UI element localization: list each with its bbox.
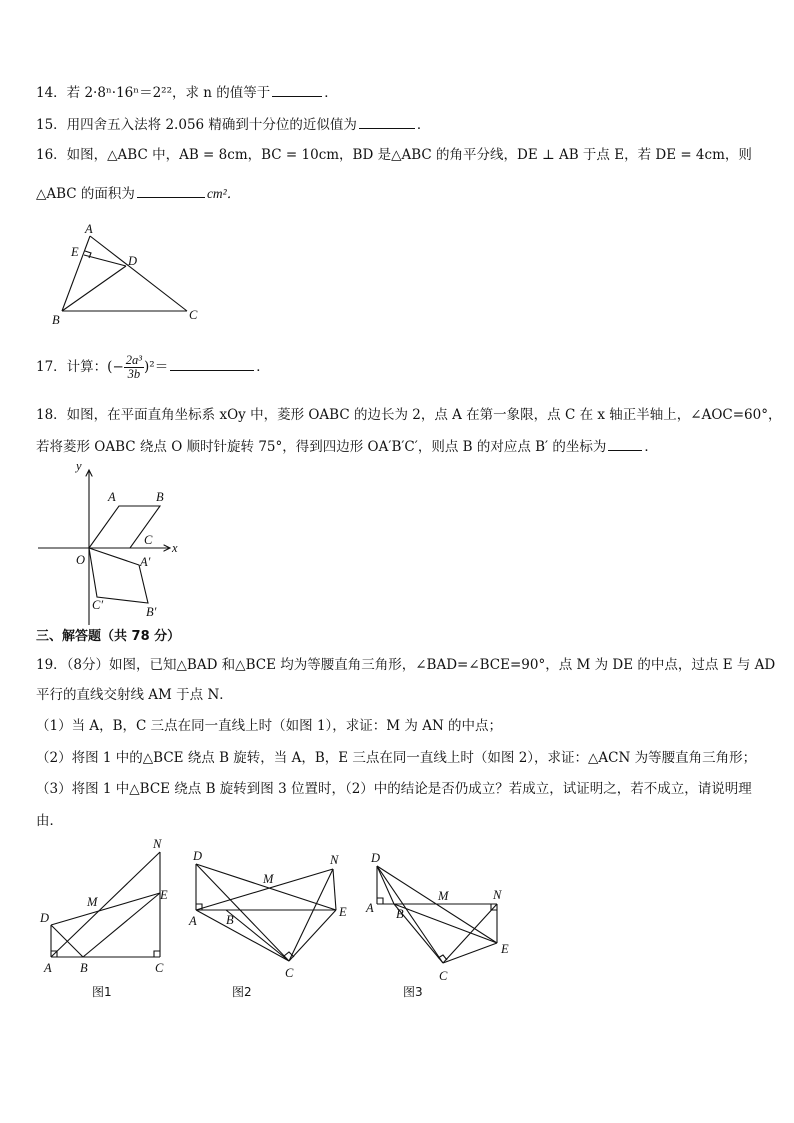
fig2-line-ec bbox=[289, 910, 336, 961]
q16-label-a: A bbox=[85, 222, 93, 236]
q18-label-a: A bbox=[108, 490, 116, 504]
fig3-line-ce bbox=[443, 943, 497, 963]
fig2-line-dc bbox=[196, 864, 289, 961]
fig2-caption: 图2 bbox=[232, 985, 252, 999]
q15-text: 15．用四舍五入法将 2.056 精确到十分位的近似值为 bbox=[36, 117, 357, 133]
q17-numerator: 2a³ bbox=[125, 353, 143, 367]
q16-label-e: E bbox=[71, 245, 79, 259]
fig1-label-b: B bbox=[80, 961, 88, 975]
fig3-line-cn bbox=[443, 904, 497, 963]
q17-prefix: 17．计算：(− bbox=[36, 359, 124, 375]
fig1-line-de bbox=[51, 893, 160, 925]
fig2-line-nc bbox=[289, 869, 333, 961]
section-heading: 三、解答题（共 78 分） bbox=[36, 629, 181, 644]
fig3-label-a: A bbox=[366, 901, 374, 915]
q18-label-b: B bbox=[156, 490, 164, 504]
q18-label-b-prime: B′ bbox=[146, 605, 157, 619]
fig3-right-angle-a bbox=[377, 898, 383, 904]
fig1-label-e: E bbox=[160, 888, 168, 902]
q17-denominator: 3b bbox=[127, 367, 141, 381]
q14-text: 14．若 2·8ⁿ·16ⁿ＝2²²，求 n 的值等于 bbox=[36, 85, 271, 101]
fig2-label-a: A bbox=[189, 914, 197, 928]
q19-part3: （3）将图 1 中△BCE 绕点 B 旋转到图 3 位置时，（2）中的结论是否仍成立？若成立，试证明之，若不成立，请说明理 bbox=[36, 781, 752, 797]
q16-unit: cm²． bbox=[206, 186, 241, 201]
q19-line1: 19．（8分）如图，已知△BAD 和△BCE 均为等腰直角三角形，∠BAD=∠BCE=90°，点 M 为 DE 的中点，过点 E 与 AD bbox=[36, 657, 776, 673]
fig3-label-m: M bbox=[438, 889, 449, 903]
q19-part1: （1）当 A，B，C 三点在同一直线上时（如图 1），求证：M 为 AN 的中点； bbox=[36, 718, 503, 734]
fig2-label-d: D bbox=[193, 849, 203, 863]
q18-label-a-prime: A′ bbox=[140, 555, 151, 569]
fig3-label-b: B bbox=[396, 907, 404, 921]
fig1-label-c: C bbox=[155, 961, 164, 975]
fig2-line-de bbox=[196, 864, 336, 910]
fig1-caption: 图1 bbox=[92, 985, 112, 999]
q15-end: ． bbox=[416, 117, 431, 133]
fig2-label-c: C bbox=[285, 966, 294, 980]
q19-line2: 平行的直线交射线 AM 于点 N． bbox=[36, 687, 233, 703]
fig2-label-b: B bbox=[226, 913, 234, 927]
q19-part2: （2）将图 1 中的△BCE 绕点 B 旋转，当 A，B，E 三点在同一直线上时（如图 2），求证：△ACN 为等腰直角三角形； bbox=[36, 750, 757, 766]
fig3-label-d: D bbox=[371, 851, 381, 865]
q18-line1: 18．如图，在平面直角坐标系 xOy 中，菱形 OABC 的边长为 2，点 A 在第一象限，点 C 在 x 轴正半轴上，∠AOC=60°， bbox=[36, 407, 782, 423]
q18-label-x: x bbox=[172, 541, 178, 555]
q17-suffix: )²＝ bbox=[144, 359, 169, 375]
q16-label-b: B bbox=[52, 313, 60, 327]
fig2-label-n: N bbox=[330, 853, 339, 867]
q18-line2: 若将菱形 OABC 绕点 O 顺时针旋转 75°，得到四边形 OA′B′C′，则点 B 的对应点 B′ 的坐标为 bbox=[36, 439, 607, 455]
q16-label-d: D bbox=[128, 254, 138, 268]
fig3-line-dc bbox=[377, 866, 443, 963]
q14-end: ． bbox=[324, 85, 338, 101]
fig3-caption: 图3 bbox=[403, 985, 423, 999]
fig2-label-e: E bbox=[339, 905, 347, 919]
fig2-line-bc bbox=[226, 910, 289, 961]
fig2-line-en bbox=[333, 869, 336, 910]
q17-end: ． bbox=[256, 359, 270, 375]
fig3-label-e: E bbox=[501, 942, 509, 956]
fig3-label-c: C bbox=[439, 969, 448, 983]
q16-label-c: C bbox=[189, 308, 198, 322]
q16-line2: △ABC 的面积为 bbox=[36, 186, 135, 202]
q19-part4: 由． bbox=[36, 813, 63, 829]
q19-figure-3 bbox=[377, 866, 497, 963]
q18-end: ． bbox=[644, 439, 658, 455]
q19-figure-1 bbox=[51, 852, 160, 957]
fig1-right-angle-c bbox=[154, 951, 160, 957]
fig3-label-n: N bbox=[493, 888, 502, 902]
fig2-label-m: M bbox=[263, 872, 274, 886]
q18-label-o: O bbox=[76, 553, 86, 567]
fig1-label-d: D bbox=[40, 911, 50, 925]
fig2-line-ac bbox=[196, 910, 289, 961]
q18-label-y: y bbox=[76, 459, 82, 473]
q16-text: 16．如图，△ABC 中，AB = 8cm，BC = 10cm，BD 是△ABC 的角平分线，DE ⊥ AB 于点 E，若 DE = 4cm，则 bbox=[36, 147, 752, 163]
q18-label-c-prime: C′ bbox=[92, 598, 104, 612]
q18-label-c: C bbox=[144, 533, 153, 547]
fig1-label-n: N bbox=[153, 837, 162, 851]
fig1-label-m: M bbox=[87, 895, 98, 909]
fig1-label-a: A bbox=[44, 961, 52, 975]
